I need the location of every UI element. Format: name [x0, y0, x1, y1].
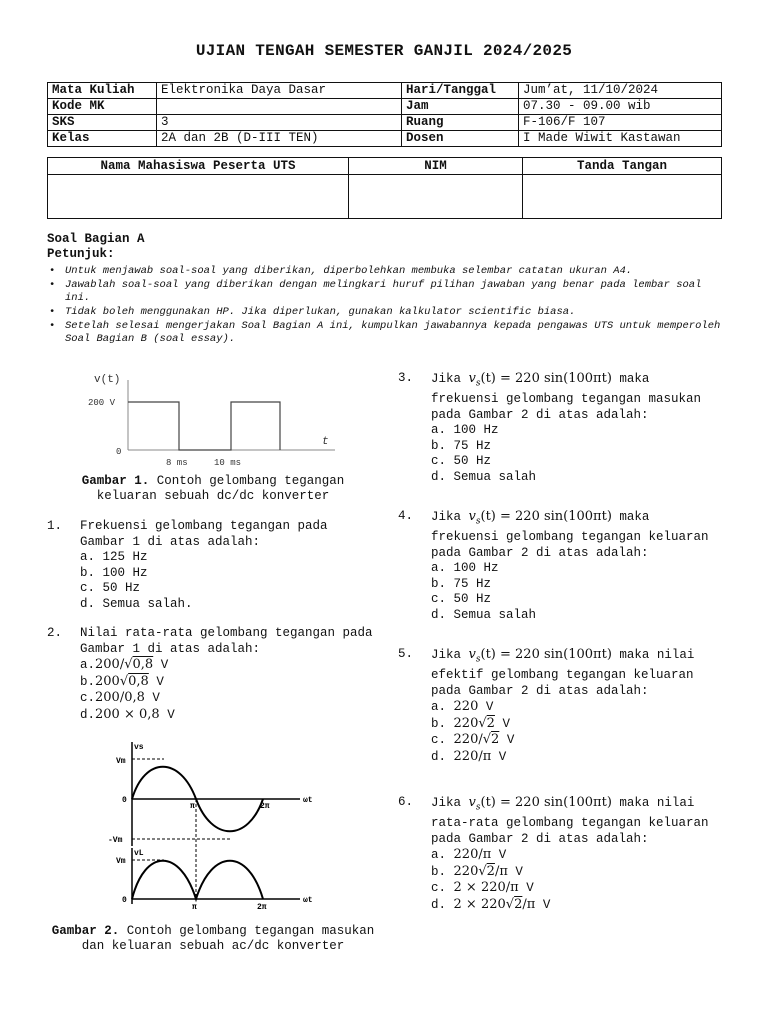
q2-option-c[interactable]: c.200/0,8 V — [80, 690, 160, 705]
fig2-wt-bottom: ωt — [303, 896, 313, 905]
fig2-wt-top: ωt — [303, 796, 313, 805]
fig1-tick-8ms: 8 ms — [166, 458, 188, 468]
time-label: Jam — [402, 99, 519, 115]
question-5: 5. Jika $v_s(t) = 220$ sin(100πt) maka nilai efektif gelombang tegangan keluaran pada Gambar 2 di atas adalah: a. 220 V b. 220√2 V c. 220/√2 V d. 220/π V — [398, 647, 723, 765]
date-value: Jum’at, 11/10/2024 — [519, 83, 722, 99]
q6-option-d[interactable]: d. 2 × 220√2/π V — [431, 896, 551, 912]
exam-title: UJIAN TENGAH SEMESTER GANJIL 2024/2025 — [195, 42, 573, 60]
fig2-vl-label: vL — [134, 849, 144, 858]
time-value: 07.30 - 09.00 wib — [519, 99, 722, 115]
figure-2-caption: Gambar 2. Contoh gelombang tegangan masukan dan keluaran sebuah ac/dc konverter — [51, 924, 375, 953]
figure-1-caption: Gambar 1. Contoh gelombang tegangan keluaran sebuah dc/dc konverter — [81, 474, 345, 503]
q4-option-a[interactable]: a. 100 Hz — [431, 561, 499, 575]
q4-option-b[interactable]: b. 75 Hz — [431, 576, 492, 591]
instructions-list — [47, 265, 727, 347]
question-3: 3. Jika $v_s(t) = 220$ sin(100πt) maka frekuensi gelombang tegangan masukan pada Gambar 2 di atas adalah: a. 100 Hz b. 75 Hz c. 50 Hz d. Semua salah — [398, 371, 723, 485]
nim-header: NIM — [349, 158, 523, 175]
q2-option-a[interactable]: a.200/√0,8 V — [80, 657, 169, 672]
room-value: F-106/F 107 — [519, 115, 722, 131]
lecturer-value: I Made Wiwit Kastawan — [519, 131, 722, 147]
q2-option-d[interactable]: d.200 × 0,8 V — [80, 706, 175, 722]
course-value: Elektronika Daya Dasar — [157, 83, 402, 99]
fig2-zero-top: 0 — [122, 796, 127, 805]
q4-option-d[interactable]: d. Semua salah — [431, 607, 537, 622]
instruction-item: • Setelah selesai mengerjakan Soal Bagian A ini, kumpulkan jawabannya kepada pengawas UTS untuk memperoleh Soal Bagian B (soal essay). — [49, 320, 721, 345]
signature-header: Tanda Tangan — [523, 158, 722, 175]
q6-option-b[interactable]: b. 220√2/π V — [431, 863, 523, 879]
nim-cell[interactable] — [349, 175, 523, 219]
credits-label: SKS — [48, 115, 157, 131]
fig2-zero-bottom: 0 — [122, 896, 127, 905]
question-6: 6. Jika $v_s(t) = 220$ sin(100πt) maka nilai rata-rata gelombang tegangan keluaran pada Gambar 2 di atas adalah: a. 220/π V b. 220√2/π V c. 2 × 220/π V d. 2 × 220√2/π V — [398, 795, 723, 913]
code-value — [157, 99, 402, 115]
instruction-item: • Untuk menjawab soal-soal yang diberikan, diperbolehkan membuka selembar catatan ukuran A4. — [49, 265, 633, 277]
fig2-output-rectified — [132, 861, 263, 899]
instructions-heading: Petunjuk: — [47, 247, 115, 261]
fig1-xlabel: t — [322, 436, 329, 448]
question-2: 2. Nilai rata-rata gelombang tegangan pada Gambar 1 di atas adalah: a.200/√0,8 V b.200√0,8 V c.200/0,8 V d.200 × 0,8 V — [47, 626, 377, 723]
question-4: 4. Jika $v_s(t) = 220$ sin(100πt) maka frekuensi gelombang tegangan keluaran pada Gambar 2 di atas adalah: a. 100 Hz b. 75 Hz c. 50 Hz d. Semua salah — [398, 509, 723, 623]
question-1: 1. Frekuensi gelombang tegangan pada Gambar 1 di atas adalah: a. 125 Hz b. 100 Hz c. 50 Hz d. Semua salah. — [47, 519, 377, 612]
figure-1-square-wave — [80, 368, 340, 468]
q1-option-c[interactable]: c. 50 Hz — [80, 581, 141, 595]
q4-option-c[interactable]: c. 50 Hz — [431, 592, 492, 606]
class-value: 2A dan 2B (D-III TEN) — [157, 131, 402, 147]
date-label: Hari/Tanggal — [402, 83, 519, 99]
code-label: Kode MK — [48, 99, 157, 115]
lecturer-label: Dosen — [402, 131, 519, 147]
room-label: Ruang — [402, 115, 519, 131]
student-names-table — [47, 157, 722, 219]
q1-option-d[interactable]: d. Semua salah. — [80, 596, 193, 611]
credits-value: 3 — [157, 115, 402, 131]
fig2-vs-label: vs — [134, 743, 144, 752]
instruction-item: • Jawablah soal-soal yang diberikan dengan melingkari huruf pilihan jawaban yang benar pada lembar soal ini. — [49, 279, 702, 304]
fig2-2pi-top: 2π — [260, 802, 270, 811]
student-name-cell[interactable] — [48, 175, 349, 219]
q3-option-a[interactable]: a. 100 Hz — [431, 423, 499, 437]
fig2-pi-bottom: π — [192, 903, 197, 912]
q3-option-c[interactable]: c. 50 Hz — [431, 454, 492, 468]
course-label: Mata Kuliah — [48, 83, 157, 99]
q1-option-b[interactable]: b. 100 Hz — [80, 565, 148, 580]
fig2-neg-vm-label: -Vm — [108, 836, 123, 845]
fig2-2pi-bottom: 2π — [257, 903, 267, 912]
q6-option-a[interactable]: a. 220/π V — [431, 847, 507, 862]
fig2-pi-top: π — [190, 802, 195, 811]
student-name-header: Nama Mahasiswa Peserta UTS — [48, 158, 349, 175]
instruction-item: • Tidak boleh menggunakan HP. Jika diperlukan, gunakan kalkulator scientific biasa. — [49, 306, 576, 318]
q2-option-b[interactable]: b.200√0,8 V — [80, 673, 164, 689]
fig1-waveform — [128, 402, 280, 450]
section-title: Soal Bagian A — [47, 232, 145, 246]
fig1-ylabel: v(t) — [94, 374, 121, 386]
fig2-vm-label-top: Vm — [116, 757, 126, 766]
course-info-table — [47, 82, 722, 147]
class-label: Kelas — [48, 131, 157, 147]
fig2-vm-label-bottom: Vm — [116, 857, 126, 866]
q6-option-c[interactable]: c. 2 × 220/π V — [431, 880, 534, 895]
q3-option-b[interactable]: b. 75 Hz — [431, 438, 492, 453]
q3-option-d[interactable]: d. Semua salah — [431, 469, 537, 484]
q5-option-c[interactable]: c. 220/√2 V — [431, 732, 515, 747]
q5-option-b[interactable]: b. 220√2 V — [431, 715, 510, 731]
q1-option-a[interactable]: a. 125 Hz — [80, 550, 148, 564]
fig1-tick-10ms: 10 ms — [214, 458, 242, 468]
q5-option-a[interactable]: a. 220 V — [431, 699, 494, 714]
q5-option-d[interactable]: d. 220/π V — [431, 748, 507, 764]
fig1-zero-label: 0 — [116, 447, 122, 457]
fig1-level-label: 200 V — [88, 398, 116, 408]
signature-cell[interactable] — [523, 175, 722, 219]
figure-2-rectifier-waveforms — [100, 738, 330, 918]
